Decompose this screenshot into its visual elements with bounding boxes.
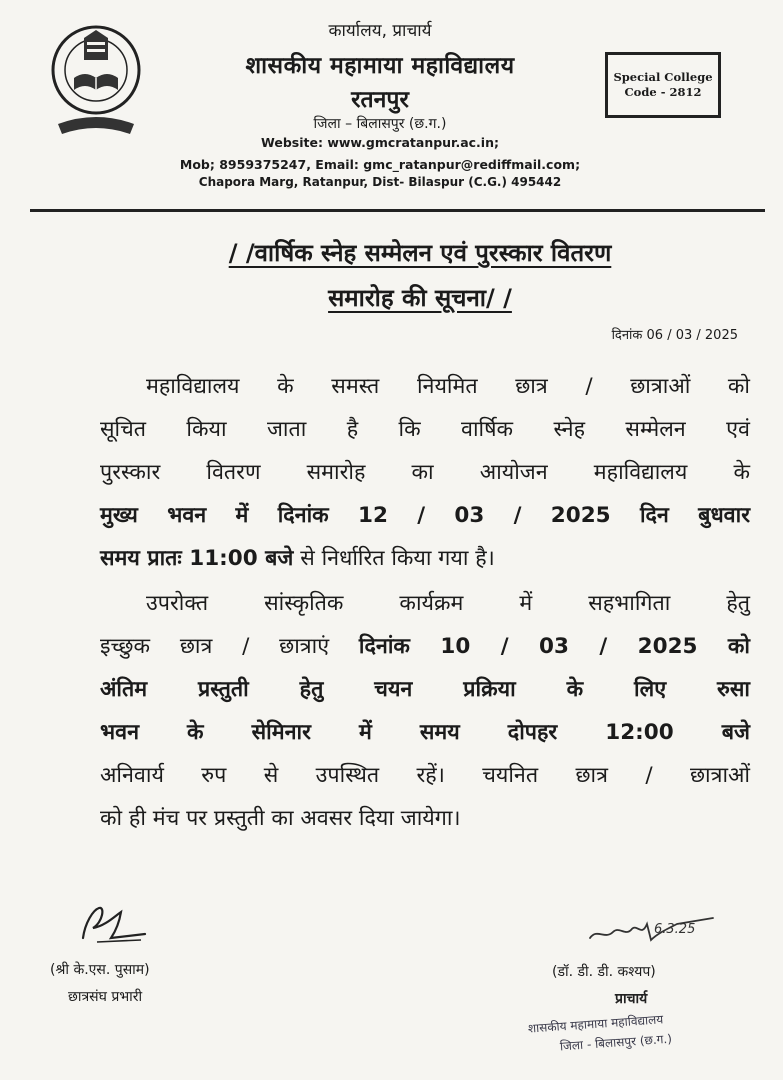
address-line: Chapora Marg, Ratanpur, Dist- Bilaspur (C.G.) 495442 — [198, 175, 562, 189]
stamp-line1: शासकीय महामाया महाविद्यालय — [527, 1012, 664, 1036]
code-value: Code - 2812 — [624, 85, 702, 99]
signatory-left-role: छात्रसंघ प्रभारी — [68, 989, 143, 1005]
stamp-line2: जिला - बिलासपुर (छ.ग.) — [559, 1031, 673, 1054]
paragraph-line: पुरस्कार वितरण समारोह का आयोजन महाविद्यालय के — [100, 460, 750, 485]
header-divider — [30, 209, 765, 212]
college-name: शासकीय महामाया महाविद्यालय — [245, 53, 515, 79]
signatory-right-name: (डॉ. डी. डी. कश्यप) — [552, 964, 656, 980]
paragraph-line — [100, 537, 750, 580]
paragraph-line — [100, 625, 750, 668]
paragraph-line: अनिवार्य रुप से उपस्थित रहें। चयनित छात्र / छात्राओं — [100, 763, 750, 788]
event-time: समय प्रातः 11:00 बजे — [100, 546, 294, 571]
paragraph-1 — [100, 365, 750, 580]
notice-date: दिनांक 06 / 03 / 2025 — [611, 328, 738, 343]
notice-title-line2: समारोह की सूचना/ / — [328, 284, 512, 312]
code-label: Special College — [613, 70, 713, 84]
stamp-role: प्राचार्य — [615, 991, 648, 1007]
college-code-box — [605, 52, 721, 118]
paragraph-text: इच्छुक छात्र / छात्राएं — [100, 634, 359, 659]
notice-title-line1: / /वार्षिक स्नेह सम्मेलन एवं पुरस्कार वितरण — [228, 239, 612, 267]
contact-line: Mob; 8959375247, Email: gmc_ratanpur@rediffmail.com; — [179, 157, 581, 172]
district-line: जिला – बिलासपुर (छ.ग.) — [313, 116, 447, 132]
paragraph-line: सूचित किया जाता है कि वार्षिक स्नेह सम्मेलन एवं — [100, 417, 750, 442]
college-place: रतनपुर — [351, 87, 409, 113]
paragraph-line: अंतिम प्रस्तुती हेतु चयन प्रक्रिया के लिए रुसा — [100, 677, 750, 702]
website-line: Website: www.gmcratanpur.ac.in; — [261, 135, 499, 150]
signatory-left-name: (श्री के.एस. पुसाम) — [50, 962, 150, 978]
paragraph-line: मुख्य भवन में दिनांक 12 / 03 / 2025 दिन बुधवार — [100, 503, 750, 528]
right-signature — [585, 910, 720, 950]
paragraph-line: उपरोक्त सांस्कृतिक कार्यक्रम में सहभागिता हेतु — [146, 591, 750, 616]
paragraph-line: महाविद्यालय के समस्त नियमित छात्र / छात्राओं को — [146, 374, 750, 399]
signature-date: 6.3.25 — [654, 922, 696, 937]
paragraph-text: से निर्धारित किया गया है। — [293, 546, 495, 571]
left-signature — [75, 898, 155, 950]
principal-stamp — [520, 985, 755, 1060]
office-heading: कार्यालय, प्राचार्य — [328, 21, 432, 41]
paragraph-2 — [100, 582, 750, 840]
paragraph-line: भवन के सेमिनार में समय दोपहर 12:00 बजे — [100, 720, 750, 745]
selection-date: दिनांक 10 / 03 / 2025 को — [358, 634, 751, 659]
college-logo-emblem — [50, 20, 142, 138]
paragraph-line: को ही मंच पर प्रस्तुती का अवसर दिया जायेगा। — [100, 806, 461, 831]
